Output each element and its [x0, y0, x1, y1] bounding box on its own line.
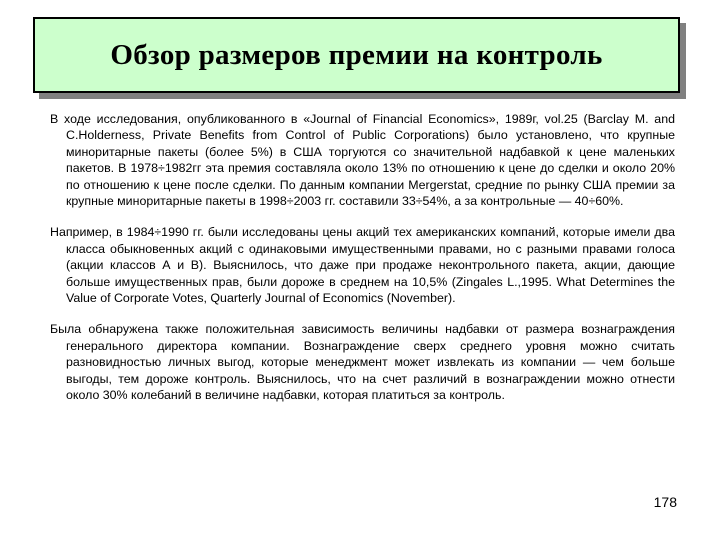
title-box: [33, 17, 680, 93]
slide-body: [50, 111, 675, 419]
paragraph-1: В ходе исследования, опубликованного в «Journal of Financial Economics», 1989г, vol.25 (Barclay M. and C.Holderness, Private Benefits from Control of Public Corporations) было установлено, что крупные миноритарные пакеты (более 5%) в США торгуются со значительной надбавкой к цене маленьких пакетов. В 1978÷1982гг эта премия составляла около 13% по отношению к цене до сделки и около 20% по отношению к цене после сделки. По данным компании Mergerstat, средние по рынку США премии за крупные миноритарные пакеты в 1998÷2003 гг. составили 33÷54%, а за контрольные — 40÷60%.: [50, 112, 675, 209]
paragraph-3: Была обнаружена также положительная зависимость величины надбавки от размера вознаграждения генерального директора компании. Вознаграждение сверх среднего уровня можно считать разновидностью личных выгод, которые менеджмент может извлекать из компании — чем больше выгоды, тем дороже контроль. Выяснилось, что на счет различий в вознаграждении можно отнести около 30% колебаний в величине надбавки, которая платиться за контроль.: [50, 322, 675, 403]
slide-title: Обзор размеров премии на контроль: [110, 38, 603, 71]
paragraph-2: Например, в 1984÷1990 гг. были исследованы цены акций тех американских компаний, которые имели два класса обыкновенных акций с одинаковыми имущественными правами, но с разными правами голоса (акции классов А и В). Выяснилось, что даже при продаже неконтрольного пакета, акции, дающие больше имущественных прав, были дороже в среднем на 10,5% (Zingales L.,1995. What Determines the Value of Corporate Votes, Quarterly Journal of Economics (November).: [50, 225, 675, 306]
page-number: 178: [653, 494, 677, 510]
